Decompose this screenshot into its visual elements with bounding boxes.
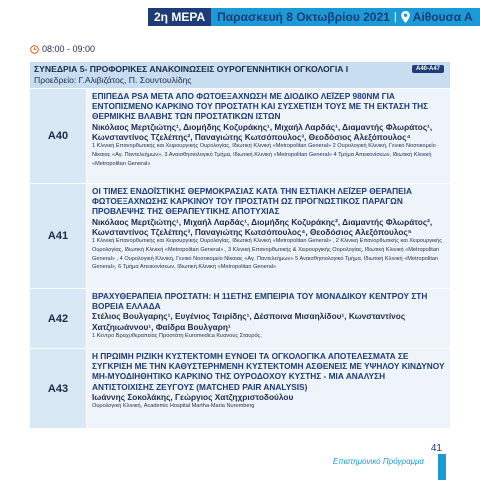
header-band [148, 8, 480, 26]
page-number: 41 [430, 443, 442, 454]
room-name: Αίθουσα Α [412, 10, 473, 24]
talk-authors: Νικόλαος Μερτζιώτης¹, Διομήδης Κοζυράκης¹, Μιχαήλ Λαρδάς¹, Διαμαντής Φλωράτος¹, Κωνσταντίνος Τζελέπης², Παναγιώτης Κωτσόπουλος³, Θεοδόσιος Αλεξόπουλος⁴ [92, 121, 433, 142]
talk-title: ΒΡΑΧΥΘΕΡΑΠΕΙΑ ΠΡΟΣΤΑΤΗ: Η 11ΕΤΗΣ ΕΜΠΕΙΡΙΑ ΤΟΥ ΜΟΝΑΔΙΚΟΥ ΚΕΝΤΡΟΥ ΣΤΗ ΒΟΡΕΙΑ ΕΛΛΑΔΑ [92, 291, 428, 312]
talk-title: ΕΠΙΠΕΔΑ PSA ΜΕΤΑ ΑΠΟ ΦΩΤΟΕΞΑΧΝΩΣΗ ΜΕ ΔΙΟΔΙΚΟ ΛΕΪΖΕΡ 980NM ΓΙΑ ΕΝΤΟΠΙΣΜΕΝΟ ΚΑΡΚΙΝΟ ΤΟΥ ΠΡΟΣΤΑΤΗ ΚΑΙ ΣΥΣΧΕΤΙΣΗ ΤΟΥΣ ΜΕ ΤΗ ΕΚΤΑΣΗ ΤΗΣ ΘΕΡΜΙΚΗΣ ΒΛΑΒΗΣ ΤΩΝ ΠΡΟΣΤΑΤΙΚΩΝ ΙΣΤΩΝ [92, 91, 429, 122]
talk-title: ΟΙ ΤΙΜΕΣ ΕΝΔΟΪΣΤΙΚΗΣ ΘΕΡΜΟΚΡΑΣΙΑΣ ΚΑΤΑ ΤΗΝ ΕΣΤΙΑΚΗ ΛΕΪΖΕΡ ΘΕΡΑΠΕΙΑ ΦΩΤΟΕΞΑΧΝΩΣΗΣ ΚΑΡΚΙΝΟΥ ΤΟΥ ΠΡΟΣΤΑΤΗ ΩΣ ΠΡΟΓΝΩΣΤΙΚΟΣ ΠΑΡΑΓΩΝ ΠΡΟΒΛΕΨΗΣ ΤΗΣ ΘΕΡΑΠΕΥΤΙΚΗΣ ΑΠΟΤΥΧΙΑΣ [92, 186, 412, 217]
talk-code: Α43 [30, 349, 86, 428]
session-header [30, 62, 450, 88]
map-pin-icon [401, 11, 410, 23]
page-accent-bar [438, 454, 446, 480]
talk-body [87, 89, 450, 183]
talk-affiliations: 1 Κλινική Επανορθωτικής και Χειρουργικής Ουρολογίας, Ιδιωτική Κλινική «Metropolitan General» , 2 Κλινική Επανορθωτικής και Χειρουργικής Ουρολογίας, Ιδιωτική Κλινική «Metropolitan General» , 3 Κλινική Επανορθωτικής & Χειρουργικής Ουρολογίας, Ιδιωτική Κλινική «Metropolitan General» , 4 Ουρολογική Κλινική, Γενικό Νοσοκομείο Νίκαιας «Αγ. Παντελεήμων» 5 Αναισθησιολογικό Τμήμα, Ιδιωτική Κλινική «Metropolitan General», 6 Τμήμα Απεικονίσεων, Ιδιωτική Κλινική «Metropolitan General» [92, 238, 442, 271]
talk-row [30, 183, 450, 288]
talk-body [87, 349, 450, 428]
talk-row [30, 88, 450, 183]
talk-affiliations: 1 Κλινική Επανορθωτικής και Χειρουργικής Ουρολογίας, Ιδιωτική Κλινική «Metropolitan General» 2 Ουρολογική Κλινική, Γενικό Νοσοκομείο Νίκαιας «Αγ. Παντελεήμων», 3 Αναισθησιολογικό Τμήμα, Ιδιωτική Κλινική «Metropolitan General» 4 Τμήμα Απεικονίσεων, Ιδιωτική Κλινική «Metropolitan General» [92, 143, 436, 167]
session-badge: Α40-Α47 [412, 65, 444, 73]
talk-code: Α42 [30, 289, 86, 348]
talk-authors: Ιωάννης Σοκολάκης, Γεώργιος Χατζηχριστοδούλου [92, 391, 294, 402]
talk-row [30, 348, 450, 428]
session-block [30, 62, 450, 428]
talk-code: Α41 [30, 184, 86, 288]
talk-title: Η ΠΡΩΙΜΗ ΡΙΖΙΚΗ ΚΥΣΤΕΚΤΟΜΗ ΕΥΝΟΕΙ ΤΑ ΟΓΚΟΛΟΓΙΚΑ ΑΠΟΤΕΛΕΣΜΑΤΑ ΣΕ ΣΥΓΚΡΙΣΗ ΜΕ ΤΗΝ ΚΑΘΥΣΤΕΡΗΜΕΝΗ ΚΥΣΤΕΚΤΟΜΗ ΑΣΘΕΝΕΙΣ ΜΕ ΥΨΗΛΟΥ ΚΙΝΔΥΝΟΥ ΜΗ-ΜΥΟΔΙΗΘΗΤΙΚΟ ΚΑΡΚΙΝΟ ΤΗΣ ΟΥΡΟΔΟΧΟΥ ΚΥΣΤΗΣ - ΜΙΑ ΑΝΑΛΥΣΗ ΑΝΤΙΣΤΟΙΧΙΣΗΣ ΖΕΥΓΟΥΣ (MATCHED PAIR ANALYSIS) [92, 351, 445, 392]
header-separator: | [393, 11, 397, 23]
talk-authors: Στέλιος Βουλγαρης¹, Ευγένιος Τσιρίδης¹, Δέσποινα Μισαηλίδου¹, Κωνσταντίνος Χατζηιωάννου¹, Φαίδρα Βουλγαρη¹ [92, 311, 406, 332]
room-label [401, 10, 473, 24]
header-date: Παρασκευή 8 Οκτωβρίου 2021 [217, 10, 390, 24]
clock-icon [30, 45, 39, 54]
session-chairs: Προεδρείο: Γ.Αλιβιζάτος, Π. Σουντουλίδης [34, 75, 192, 85]
talk-row [30, 288, 450, 348]
talk-code: Α40 [30, 89, 86, 183]
talk-body [87, 289, 450, 348]
footer-label: Επιστημονικό Πρόγραμμα [332, 457, 424, 466]
session-title: ΣΥΝΕΔΡΙΑ 5- ΠΡΟΦΟΡΙΚΕΣ ΑΝΑΚΟΙΝΩΣΕΙΣ ΟΥΡΟΓΕΝΝΗΤΙΚΗ ΟΓΚΟΛΟΓΙΑ Ι [34, 64, 349, 74]
talk-authors: Νικόλαος Μερτζιώτης¹, Μιχαήλ Λαρδάς¹, Διομήδης Κοζυράκης², Διαμαντής Φλωράτος², Κωνσταντίνος Τζελέπης³, Παναγιώτης Κωτσόπουλος⁴, Θεοδόσιος Αλεξόπουλος⁵ [92, 216, 433, 237]
talk-body [87, 184, 450, 288]
talk-affiliations: 1 Κέντρο Βραχυθεραπείας Προστάτη Euromedica Κυανούς Σταυρός, [92, 332, 262, 339]
day-label: 2η ΜΕΡΑ [148, 8, 211, 26]
session-time [30, 44, 95, 54]
time-range: 08:00 - 09:00 [42, 44, 96, 54]
talk-affiliations: Ουρολογική Κλινική, Academic Hospital Martha-Maria Nuremberg [92, 403, 255, 410]
